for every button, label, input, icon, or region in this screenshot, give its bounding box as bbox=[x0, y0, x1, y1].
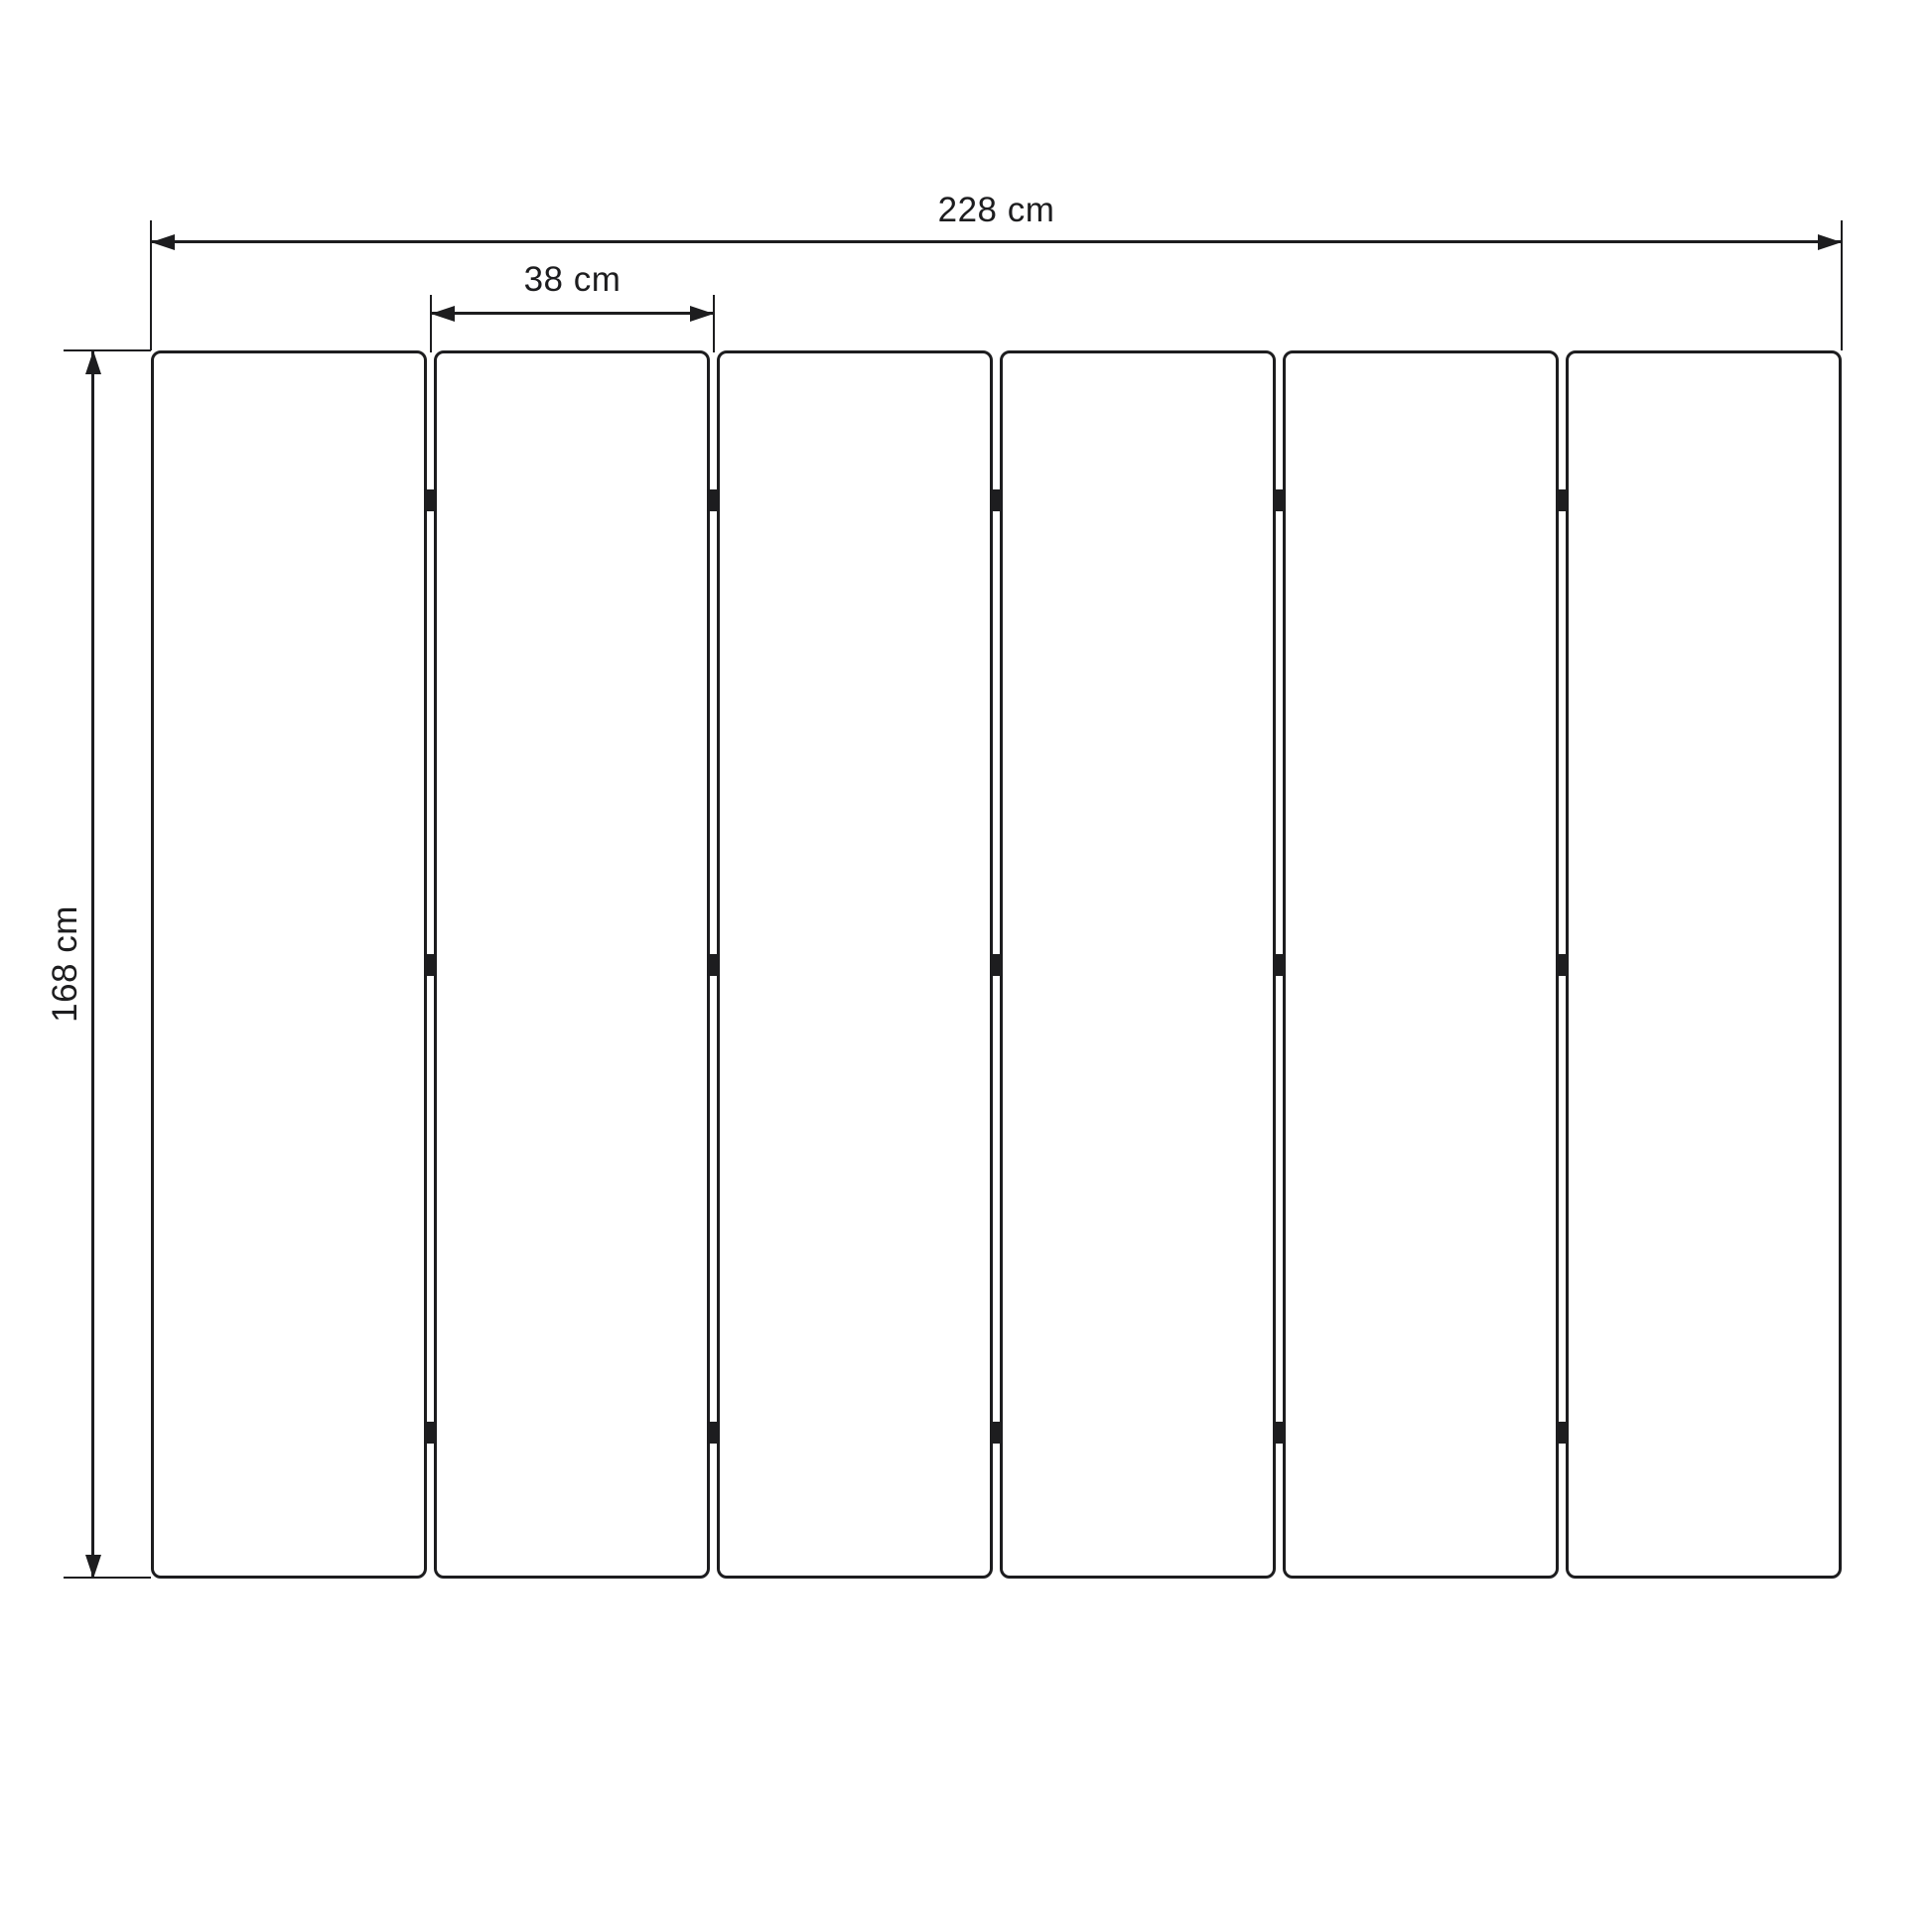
hinge-icon bbox=[1273, 954, 1286, 976]
total-height-dimension-line bbox=[91, 350, 94, 1579]
extension-line-panel-left bbox=[430, 295, 432, 352]
panel bbox=[434, 350, 710, 1579]
panel-width-label: 38 cm bbox=[523, 260, 621, 299]
panel bbox=[1283, 350, 1559, 1579]
arrow-left-icon bbox=[151, 234, 175, 250]
panel-width-dimension-line bbox=[431, 312, 714, 315]
hinge-icon bbox=[1556, 489, 1569, 511]
total-height-label: 168 cm bbox=[46, 905, 84, 1023]
arrow-right-icon bbox=[690, 306, 714, 322]
hinge-icon bbox=[707, 489, 720, 511]
panel bbox=[717, 350, 993, 1579]
hinge-icon bbox=[1556, 1422, 1569, 1444]
panel bbox=[151, 350, 427, 1579]
hinge-icon bbox=[990, 489, 1003, 511]
hinge-icon bbox=[1556, 954, 1569, 976]
hinge-icon bbox=[424, 954, 437, 976]
extension-line-total-right bbox=[1841, 220, 1843, 350]
arrow-left-icon bbox=[431, 306, 455, 322]
arrow-up-icon bbox=[85, 350, 101, 374]
hinge-icon bbox=[707, 1422, 720, 1444]
total-width-label: 228 cm bbox=[937, 191, 1055, 229]
hinge-icon bbox=[1273, 1422, 1286, 1444]
extension-line-total-left bbox=[150, 220, 152, 350]
arrow-right-icon bbox=[1818, 234, 1842, 250]
hinge-icon bbox=[1273, 489, 1286, 511]
extension-line-height-top bbox=[64, 349, 151, 351]
arrow-down-icon bbox=[85, 1555, 101, 1579]
hinge-icon bbox=[424, 489, 437, 511]
hinge-icon bbox=[990, 1422, 1003, 1444]
panel bbox=[1000, 350, 1276, 1579]
hinge-icon bbox=[707, 954, 720, 976]
extension-line-height-bottom bbox=[64, 1577, 151, 1579]
hinge-icon bbox=[424, 1422, 437, 1444]
extension-line-panel-right bbox=[713, 295, 715, 352]
panel bbox=[1566, 350, 1842, 1579]
hinge-icon bbox=[990, 954, 1003, 976]
panels-row bbox=[151, 350, 1842, 1579]
total-width-dimension-line bbox=[151, 240, 1842, 243]
